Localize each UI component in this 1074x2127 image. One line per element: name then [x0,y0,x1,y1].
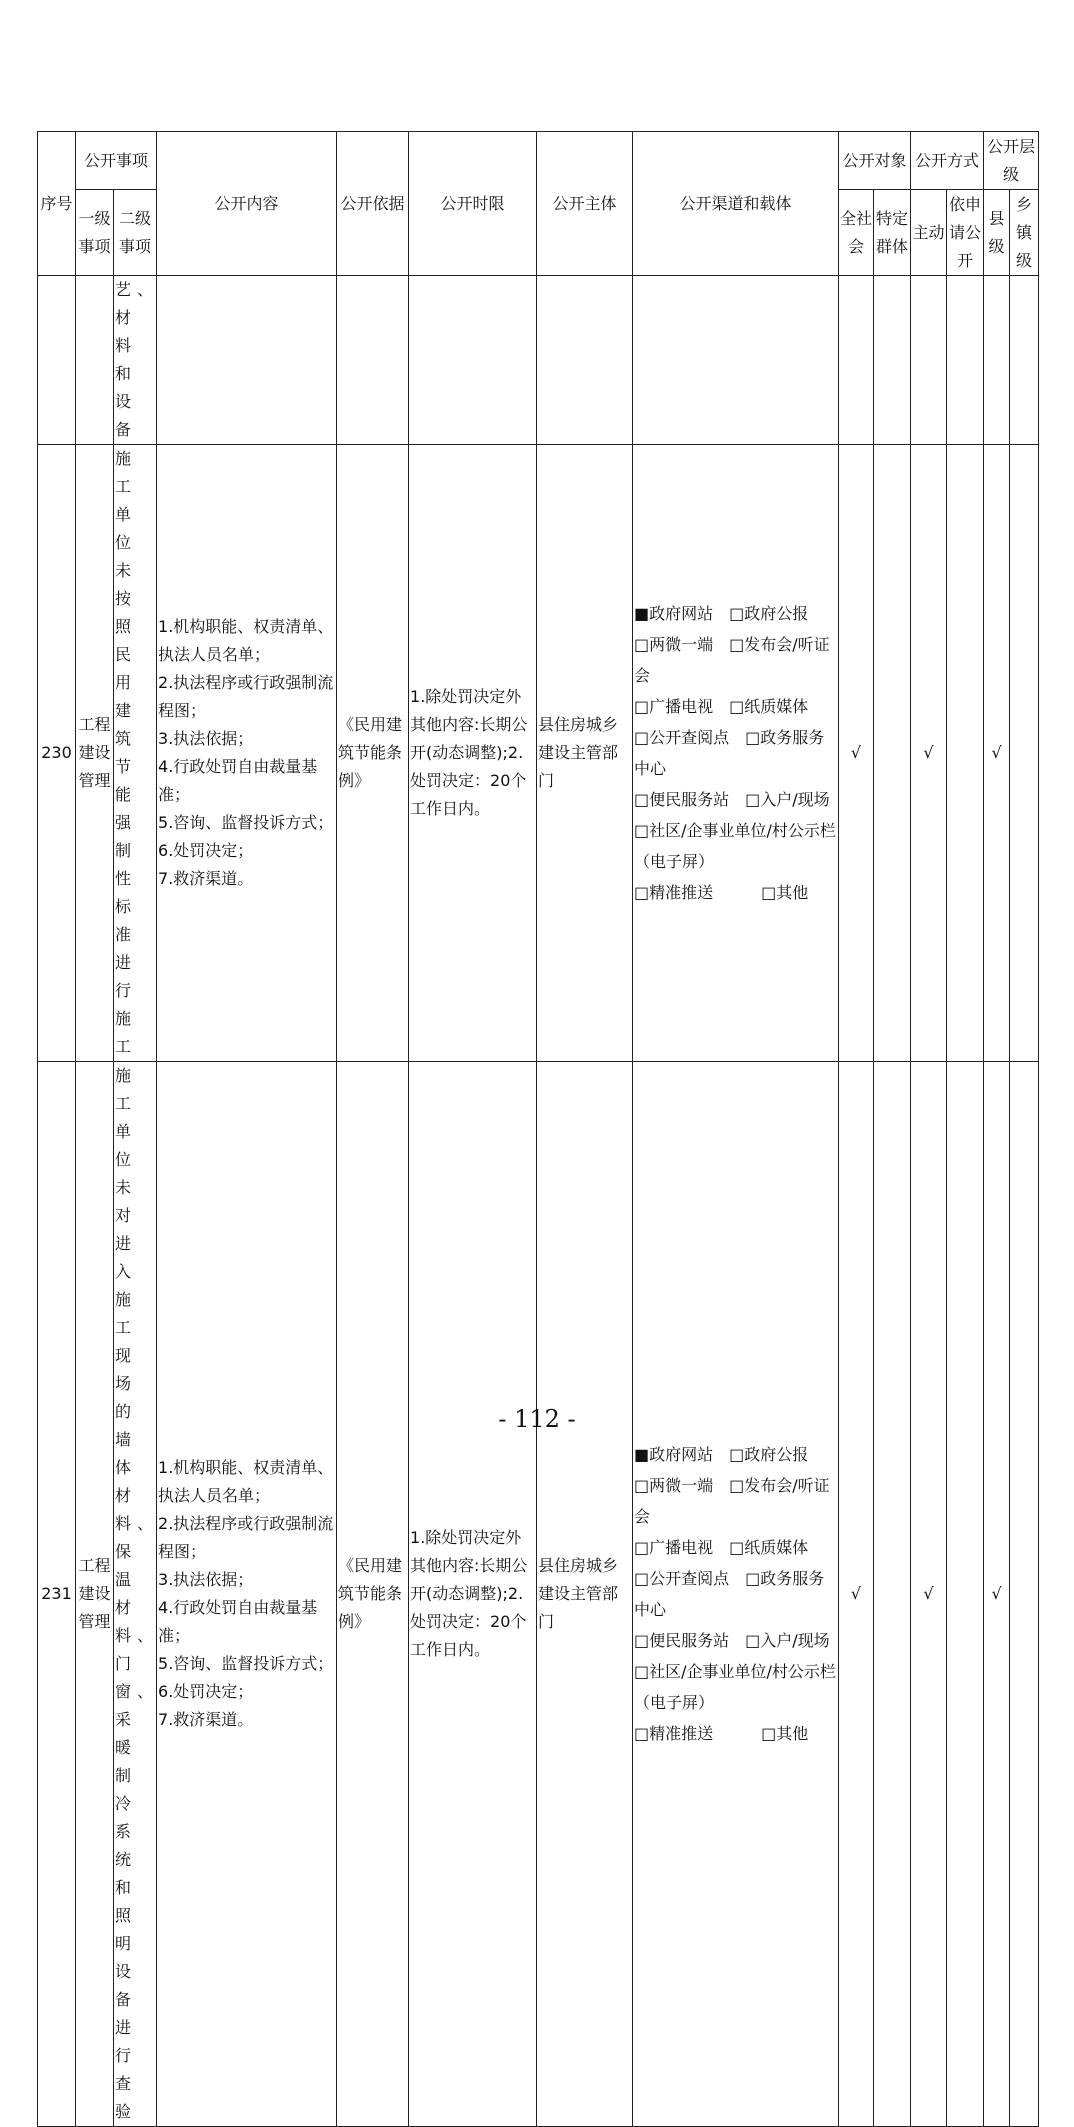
channel-option: □广播电视 □纸质媒体 [634,697,809,716]
row-channels [633,276,839,445]
disclosure-table [37,131,1039,2127]
row-level2: 施工单位未对进入施工现场的墙体材料、保温材料、门窗、采暖制冷系统和照明设备进行查验 [114,1062,157,2127]
channel-option: □精准推送 □其他 [634,883,809,902]
row-county: √ [984,1062,1010,2127]
header-channel: 公开渠道和载体 [633,132,839,276]
row-town [1010,1062,1039,2127]
row-level1: 工程建设管理 [76,445,114,1062]
channel-option: ■政府网站 □政府公报 [634,604,809,623]
header-level2: 二级事项 [114,190,157,276]
row-channels [633,445,839,1062]
header-items: 公开事项 [76,132,157,190]
page-number: - 112 - [498,1405,576,1433]
row-specific-group [874,445,911,1062]
content-line: 6.处罚决定； [158,1682,254,1701]
row-level1: 工程建设管理 [76,1062,114,2127]
content-line: 2.执法程序或行政强制流程图； [158,673,334,720]
row-seq: 230 [38,445,76,1062]
row-subject: 县住房城乡建设主管部门 [537,1062,633,2127]
row-subject: 县住房城乡建设主管部门 [537,445,633,1062]
row-content [157,1062,337,2127]
row-specific-group [874,1062,911,2127]
content-line: 5.咨询、监督投诉方式； [158,813,334,832]
content-line: 1.机构职能、权责清单、执法人员名单； [158,617,334,664]
row-active: √ [911,445,947,1062]
row-channels [633,1062,839,2127]
channel-option: □精准推送 □其他 [634,1724,809,1743]
row-content [157,445,337,1062]
header-tier: 公开层级 [984,132,1039,190]
content-line: 6.处罚决定； [158,841,254,860]
row-basis: 《民用建筑节能条例》 [337,445,409,1062]
row-on-request [947,1062,984,2127]
content-line: 1.机构职能、权责清单、执法人员名单； [158,1458,334,1505]
header-tier-town: 乡镇级 [1010,190,1039,276]
channel-option: ■政府网站 □政府公报 [634,1445,809,1464]
header-audience: 公开对象 [839,132,911,190]
channel-option: □社区/企事业单位/村公示栏（电子屏） [634,821,836,871]
channel-option: □便民服务站 □入户/现场 [634,1631,830,1650]
row-all-society [839,276,874,445]
row-active: √ [911,1062,947,2127]
header-content: 公开内容 [157,132,337,276]
row-on-request [947,276,984,445]
content-line: 5.咨询、监督投诉方式； [158,1654,334,1673]
row-town [1010,276,1039,445]
header-tier-county: 县级 [984,190,1010,276]
row-content [157,276,337,445]
row-all-society: √ [839,1062,874,2127]
row-level1 [76,276,114,445]
row-basis: 《民用建筑节能条例》 [337,1062,409,2127]
content-line: 3.执法依据； [158,1570,254,1589]
channel-option: □便民服务站 □入户/现场 [634,790,830,809]
channel-option: □社区/企事业单位/村公示栏（电子屏） [634,1662,836,1712]
row-county: √ [984,445,1010,1062]
header-seq: 序号 [38,132,76,276]
row-seq: 231 [38,1062,76,2127]
content-line: 3.执法依据； [158,729,254,748]
channel-option: □公开查阅点 □政务服务中心 [634,1569,825,1619]
row-county [984,276,1010,445]
row-time-limit: 1.除处罚决定外其他内容:长期公开(动态调整);2.处罚决定：20个工作日内。 [409,1062,537,2127]
row-seq [38,276,76,445]
channel-option: □广播电视 □纸质媒体 [634,1538,809,1557]
row-level2: 艺、材料和设备 [114,276,157,445]
row-basis [337,276,409,445]
row-all-society: √ [839,445,874,1062]
channel-option: □两微一端 □发布会/听证会 [634,635,830,685]
header-method: 公开方式 [911,132,984,190]
content-line: 4.行政处罚自由裁量基准； [158,757,318,804]
header-time-limit: 公开时限 [409,132,537,276]
header-audience-all: 全社会 [839,190,874,276]
content-line: 7.救济渠道。 [158,869,254,888]
row-active [911,276,947,445]
header-method-active: 主动 [911,190,947,276]
header-method-request: 依申请公开 [947,190,984,276]
header-level1: 一级事项 [76,190,114,276]
content-line: 4.行政处罚自由裁量基准； [158,1598,318,1645]
table-row [38,1062,1039,2127]
row-time-limit [409,276,537,445]
header-basis: 公开依据 [337,132,409,276]
header-audience-specific: 特定群体 [874,190,911,276]
row-on-request [947,445,984,1062]
row-specific-group [874,276,911,445]
row-subject [537,276,633,445]
channel-option: □公开查阅点 □政务服务中心 [634,728,825,778]
content-line: 7.救济渠道。 [158,1710,254,1729]
content-line: 2.执法程序或行政强制流程图； [158,1514,334,1561]
table-row [38,445,1039,1062]
table-row [38,276,1039,445]
row-time-limit: 1.除处罚决定外其他内容:长期公开(动态调整);2.处罚决定：20个工作日内。 [409,445,537,1062]
header-subject: 公开主体 [537,132,633,276]
channel-option: □两微一端 □发布会/听证会 [634,1476,830,1526]
row-level2: 施工单位未按照民用建筑节能强制性标准进行施工 [114,445,157,1062]
row-town [1010,445,1039,1062]
